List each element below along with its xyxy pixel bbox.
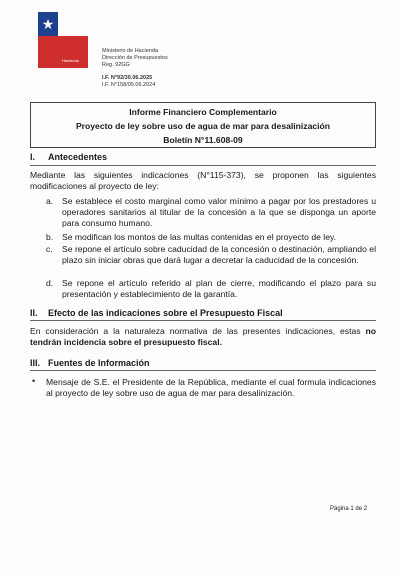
ministry-name: Ministerio de Hacienda: [102, 48, 158, 54]
government-logo: [38, 12, 88, 68]
logo-line-1: Gobierno de: [60, 17, 85, 22]
bullet-icon: •: [32, 376, 36, 386]
efecto-paragraph: [30, 326, 376, 348]
report-reference-2: I.F. N°158/05.06.2024: [102, 82, 156, 88]
title-line-1: Informe Financiero Complementario: [129, 107, 277, 117]
title-box: [30, 102, 376, 148]
section-divider: [30, 370, 376, 371]
logo-subtitle: Hacienda: [62, 58, 79, 63]
list-item-label: c.: [46, 244, 53, 254]
list-item-text: Se repone el artículo sobre caducidad de la concesión o destinación, ampliando el plazo sin iniciar obras que dará lugar a decretar la caducidad de la concesión.: [62, 244, 376, 265]
list-item-label: d.: [46, 278, 54, 288]
antecedentes-intro: Mediante las siguientes indicaciones (N°115-373), se proponen las siguientes modificaciones al proyecto de ley:: [30, 170, 376, 191]
list-item: [46, 244, 376, 266]
page-number: Página 1 de 2: [330, 506, 368, 512]
section-heading-fuentes: [30, 358, 150, 368]
list-item-label: a.: [46, 196, 54, 206]
logo-red-block: [38, 36, 88, 68]
efecto-conclusion: no tendrán incidencia sobre el presupuesto fiscal.: [30, 326, 376, 347]
direction-name: Dirección de Presupuestos: [102, 55, 168, 61]
list-item: [46, 196, 376, 229]
list-item-text: Se modifican los montos de las multas contenidas en el proyecto de ley.: [62, 232, 337, 242]
section-title: Fuentes de Información: [48, 358, 150, 368]
logo-line-2: Chile: [60, 23, 71, 28]
list-item-label: b.: [46, 232, 54, 242]
registry-number: Reg. 92GG: [102, 62, 130, 68]
section-number: III.: [30, 358, 41, 368]
report-references: [102, 75, 155, 89]
list-item: [46, 232, 376, 243]
section-heading-efecto: [30, 308, 283, 318]
efecto-text: En consideración a la naturaleza normativa de las presentes indicaciones, estas: [30, 326, 366, 336]
section-divider: [30, 165, 376, 166]
list-item-text: Se establece el costo marginal como valor mínimo a pagar por los prestadores u operadores sanitarios al titular de la concesión a la que se disponga un aporte para consumo humano.: [62, 196, 376, 228]
section-divider: [30, 320, 376, 321]
logo-text: [60, 17, 85, 29]
section-number: II.: [30, 308, 38, 318]
fuentes-item: Mensaje de S.E. el Presidente de la República, mediante el cual formula indicaciones al proyecto de ley sobre uso de agua de mar para desalinización.: [46, 377, 376, 398]
list-item-text: Se repone el artículo referido al plan de cierre, modificando el plazo para su presentación y establecimiento de la garantía.: [62, 278, 376, 299]
section-heading-antecedentes: [30, 152, 107, 162]
star-icon: ★: [41, 16, 55, 32]
section-title: Efecto de las indicaciones sobre el Presupuesto Fiscal: [48, 308, 283, 318]
section-title: Antecedentes: [48, 152, 108, 162]
section-number: I.: [30, 152, 36, 162]
ministry-block: [102, 48, 168, 69]
title-line-3: Boletín N°11.608-09: [163, 135, 243, 145]
report-reference-1: I.F. N°92/30.06.2025: [102, 75, 153, 81]
list-item: [46, 278, 376, 300]
title-line-2: Proyecto de ley sobre uso de agua de mar para desalinización: [75, 121, 331, 131]
